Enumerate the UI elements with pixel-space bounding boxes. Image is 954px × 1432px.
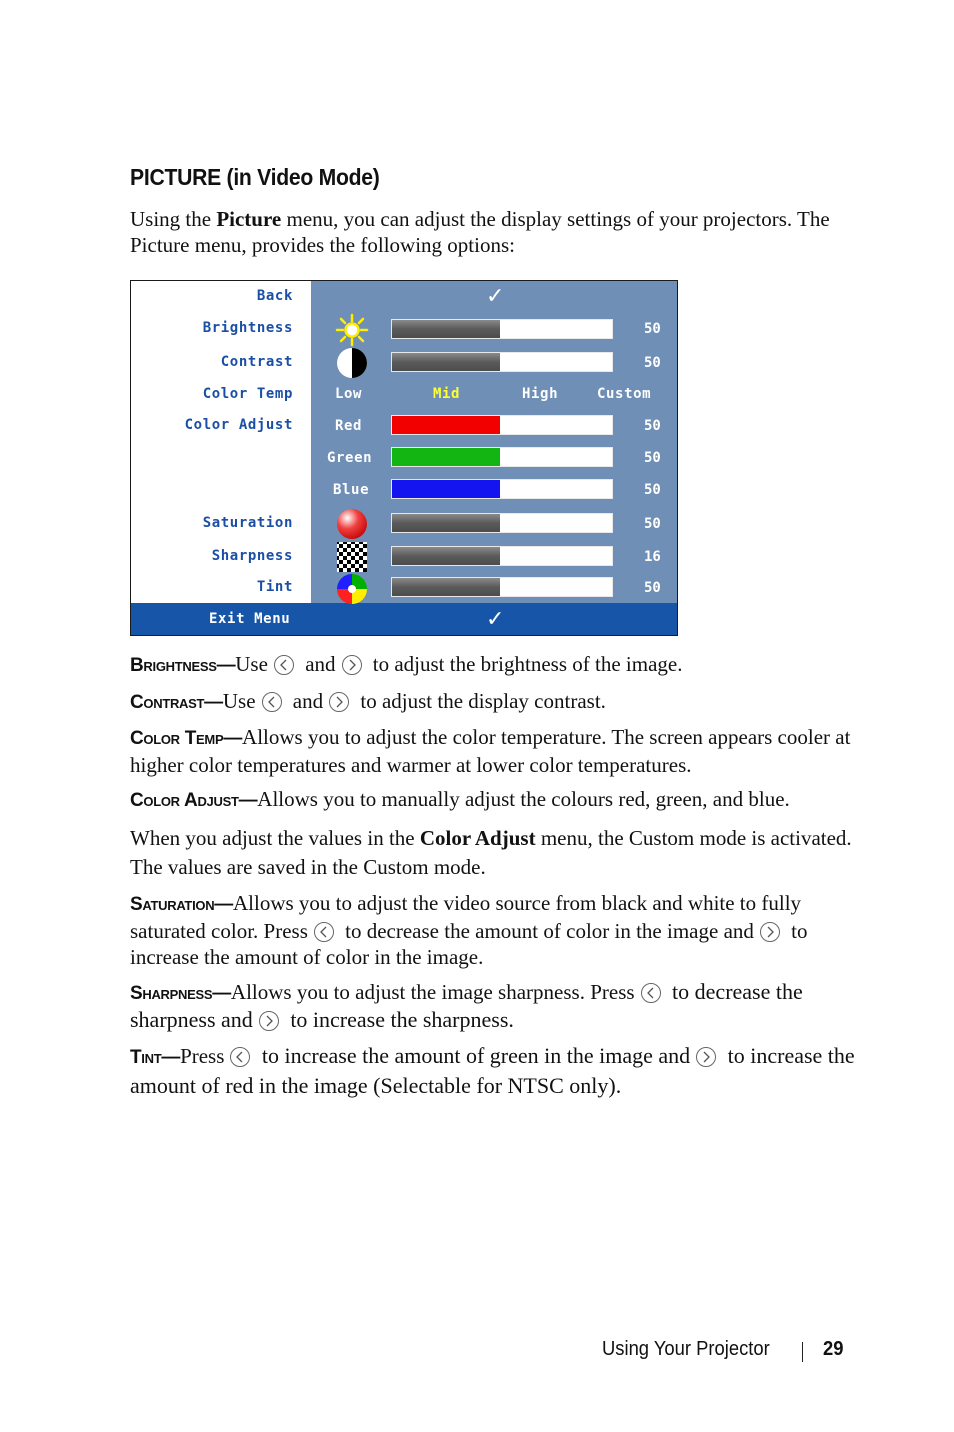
- red-slider[interactable]: [391, 415, 613, 435]
- checkerboard-icon: [335, 540, 369, 574]
- brightness-value: 50: [644, 321, 661, 337]
- contrast-value: 50: [644, 355, 661, 371]
- exit-check-icon: ✓: [486, 607, 505, 632]
- brightness-desc-part-2: and: [299, 652, 336, 676]
- left-arrow-icon: [230, 1047, 250, 1067]
- sharpness-term: Sharpness—: [130, 983, 231, 1004]
- sharpness-value: 16: [644, 549, 661, 565]
- contrast-desc-part-2: and: [287, 689, 324, 713]
- tint-desc-part-1: Press: [180, 1044, 225, 1068]
- custom-mode-note: [130, 824, 865, 882]
- brightness-term: Brightness—: [130, 655, 236, 676]
- blue-slider[interactable]: [391, 479, 613, 499]
- sharpness-desc-part-1: Allows you to adjust the image sharpness. Press: [230, 980, 635, 1004]
- color-temp-description: [130, 724, 865, 778]
- intro-text-post: menu, you can adjust the display settings of your projectors. The Picture menu, provides the following options:: [130, 207, 830, 257]
- contrast-term: Contrast—: [130, 692, 223, 713]
- tint-slider[interactable]: [391, 577, 613, 597]
- right-arrow-icon: [259, 1011, 279, 1031]
- brightness-description: [130, 651, 865, 679]
- blue-value: 50: [644, 482, 661, 498]
- saturation-icon: [335, 507, 369, 541]
- contrast-desc-part-3: to adjust the display contrast.: [355, 689, 606, 713]
- footer-divider: [802, 1342, 803, 1362]
- contrast-icon: [335, 346, 369, 380]
- color-temp-option-low[interactable]: Low: [335, 386, 363, 402]
- custom-note-pre: When you adjust the values in the: [130, 826, 420, 850]
- saturation-desc-part-1: Allows you to adjust the video source from black and white to fully saturated color. Press: [130, 891, 802, 943]
- right-arrow-icon: [696, 1047, 716, 1067]
- contrast-slider-fill: [392, 353, 500, 371]
- custom-note-bold: Color Adjust: [419, 826, 536, 850]
- saturation-slider[interactable]: [391, 513, 613, 533]
- brightness-desc-part-3: to adjust the brightness of the image.: [367, 652, 683, 676]
- red-value: 50: [644, 418, 661, 434]
- color-adjust-description: [130, 786, 865, 814]
- color-adjust-term: Color Adjust—: [130, 790, 258, 811]
- blue-slider-fill: [392, 480, 500, 498]
- blue-label: Blue: [333, 482, 370, 498]
- contrast-slider[interactable]: [391, 352, 613, 372]
- intro-bold-picture: Picture: [216, 207, 282, 231]
- left-arrow-icon: [641, 983, 661, 1003]
- left-arrow-icon: [314, 922, 334, 942]
- color-temp-option-mid[interactable]: Mid: [433, 386, 461, 402]
- back-check-icon: ✓: [486, 284, 505, 309]
- tint-slider-fill: [392, 578, 500, 596]
- red-slider-fill: [392, 416, 500, 434]
- right-arrow-icon: [342, 655, 362, 675]
- red-label: Red: [335, 418, 363, 434]
- color-wheel-icon: [335, 572, 369, 606]
- sharpness-desc-part-2: to decrease the sharpness and: [130, 979, 803, 1032]
- tint-description: [130, 1042, 865, 1100]
- menu-item-brightness[interactable]: Brightness: [202, 320, 293, 336]
- sharpness-slider-fill: [392, 547, 500, 565]
- page-title: PICTURE (in Video Mode): [130, 164, 380, 190]
- saturation-description: [130, 890, 865, 970]
- brightness-slider-fill: [392, 320, 500, 338]
- intro-paragraph: [130, 206, 870, 258]
- saturation-desc-part-2: to decrease the amount of color in the image and: [339, 919, 754, 943]
- green-value: 50: [644, 450, 661, 466]
- color-adjust-desc-text: Allows you to manually adjust the colours red, green, and blue.: [257, 787, 790, 811]
- sharpness-desc-part-3: to increase the sharpness.: [284, 1007, 514, 1032]
- green-slider[interactable]: [391, 447, 613, 467]
- saturation-term: Saturation—: [130, 894, 233, 915]
- sun-icon: [335, 313, 369, 347]
- green-label: Green: [327, 450, 373, 466]
- menu-item-contrast[interactable]: Contrast: [220, 354, 293, 370]
- menu-item-exit[interactable]: Exit Menu: [209, 611, 291, 627]
- color-temp-desc-text: Allows you to adjust the color temperature. The screen appears cooler at higher color temperatures and warmer at lower color temperatures.: [130, 725, 851, 777]
- tint-desc-part-2: to increase the amount of green in the image and: [256, 1043, 691, 1068]
- sharpness-slider[interactable]: [391, 546, 613, 566]
- menu-item-color-adjust[interactable]: Color Adjust: [184, 417, 293, 433]
- color-temp-term: Color Temp—: [130, 728, 243, 749]
- brightness-desc-part-1: Use: [235, 652, 268, 676]
- color-temp-option-custom[interactable]: Custom: [597, 386, 652, 402]
- menu-item-back[interactable]: Back: [256, 288, 293, 304]
- tint-desc-part-3: to increase the amount of red in the image (Selectable for NTSC only).: [130, 1043, 855, 1098]
- contrast-description: [130, 688, 865, 716]
- page-number: 29: [823, 1338, 844, 1360]
- footer-section-title: Using Your Projector: [602, 1338, 770, 1360]
- sharpness-description: [130, 979, 865, 1033]
- tint-value: 50: [644, 580, 661, 596]
- green-slider-fill: [392, 448, 500, 466]
- contrast-desc-part-1: Use: [222, 689, 256, 713]
- tint-term: Tint—: [130, 1047, 181, 1068]
- right-arrow-icon: [329, 692, 349, 712]
- saturation-slider-fill: [392, 514, 500, 532]
- left-arrow-icon: [274, 655, 294, 675]
- menu-item-tint[interactable]: Tint: [256, 579, 293, 595]
- saturation-desc-part-3: to increase the amount of color in the image.: [130, 919, 808, 969]
- brightness-slider[interactable]: [391, 319, 613, 339]
- picture-osd-menu: [130, 280, 678, 636]
- color-temp-option-high[interactable]: High: [522, 386, 559, 402]
- menu-item-sharpness[interactable]: Sharpness: [211, 548, 293, 564]
- left-arrow-icon: [262, 692, 282, 712]
- right-arrow-icon: [760, 922, 780, 942]
- saturation-value: 50: [644, 516, 661, 532]
- menu-item-color-temp[interactable]: Color Temp: [202, 386, 293, 402]
- custom-note-post: menu, the Custom mode is activated. The values are saved in the Custom mode.: [130, 826, 852, 879]
- menu-item-saturation[interactable]: Saturation: [202, 515, 293, 531]
- intro-text-pre: Using the: [130, 207, 217, 231]
